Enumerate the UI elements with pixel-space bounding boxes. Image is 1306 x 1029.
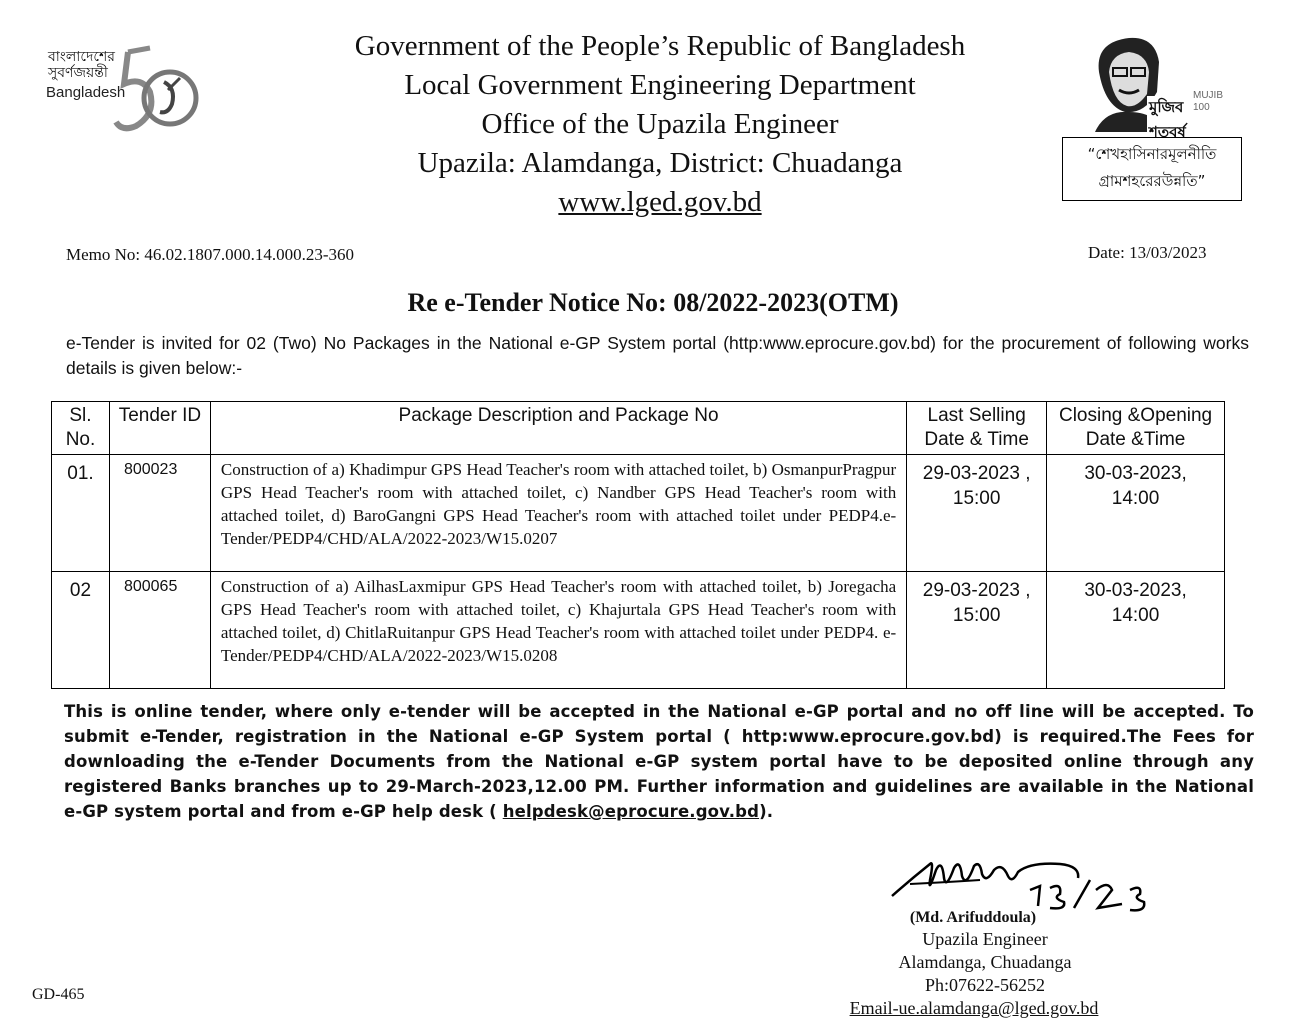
golden-jubilee-logo — [18, 38, 208, 138]
col-header-sl: Sl. No. — [52, 402, 110, 455]
slogan-line-2: গ্রামশহরেরউন্নতি” — [1098, 172, 1206, 190]
intro-paragraph: e-Tender is invited for 02 (Two) No Packages in the National e-GP System portal (http:www.eprocure.gov.bd) for the procurement of following works details is given below:- — [66, 333, 1249, 378]
logo-bangla-line-2: সুবর্ণজয়ন্তী — [48, 66, 108, 81]
header-department: Local Government Engineering Department — [404, 69, 916, 101]
row-tender-id: 800065 — [109, 572, 210, 689]
row-sl: 02 — [52, 572, 110, 689]
tender-table — [51, 401, 1225, 689]
footer-code: GD-465 — [32, 986, 85, 1003]
signatory-name: (Md. Arifuddoula) — [909, 909, 1037, 926]
mujib-bangla-text: মুজিব শতবর্ষ — [1147, 96, 1215, 146]
mujib-100-text: MUJIB 100 — [1193, 90, 1223, 113]
signatory-title: Upazila Engineer — [922, 929, 1048, 949]
slogan-line-1: “শেখহাসিনারমূলনীতি — [1087, 145, 1217, 163]
row-closing — [1047, 572, 1225, 689]
signatory-email-link[interactable]: Email-ue.alamdanga@lged.gov.bd — [849, 998, 1099, 1018]
col-header-last-selling: Last Selling Date & Time — [907, 402, 1047, 455]
last-selling-time: 15:00 — [952, 488, 1001, 509]
closing-time: 14:00 — [1111, 605, 1160, 626]
closing-text: This is online tender, where only e-tender will be accepted in the National e-GP portal and no off line will be accepted. To submit e-Tender, registration in the National e-GP System portal ( http:www.eprocure.gov.bd) is required.The Fees for downloading the e-Tender Documents from the National e-GP system portal have to be deposited online through any registered Banks branches up to 29-March-2023,12.00 PM. Further information and guidelines are available in the National e-GP system portal and from e-GP help desk ( — [64, 702, 1254, 821]
notice-date: Date: 13/03/2023 — [1088, 243, 1207, 262]
closing-time: 14:00 — [1111, 488, 1160, 509]
helpdesk-email-link[interactable]: helpdesk@eprocure.gov.bd — [502, 802, 760, 821]
header-website-link[interactable]: www.lged.gov.bd — [558, 186, 762, 218]
table-header-row — [52, 402, 1225, 455]
fifty-emblem-icon — [110, 42, 200, 137]
slogan-box — [1062, 137, 1242, 201]
row-last-selling — [907, 455, 1047, 572]
last-selling-date: 29-03-2023 , — [922, 580, 1031, 601]
row-tender-id: 800023 — [109, 455, 210, 572]
col-header-tender-id: Tender ID — [109, 402, 210, 455]
last-selling-date: 29-03-2023 , — [922, 463, 1031, 484]
row-sl: 01. — [52, 455, 110, 572]
row-description: Construction of a) AilhasLaxmipur GPS Head Teacher's room with attached toilet, b) Joregacha GPS Head Teacher's room with attached toilet, c) Khajurtala GPS Head Teacher's room with attached toilet, d) ChitlaRuitanpur GPS Head Teacher's room with attached toilet under PEDP4. e-Tender/PEDP4/CHD/ALA/2022-2023/W15.0208 — [210, 572, 906, 689]
last-selling-time: 15:00 — [952, 605, 1001, 626]
col-header-closing: Closing &Opening Date &Time — [1047, 402, 1225, 455]
header-office: Office of the Upazila Engineer — [481, 108, 839, 140]
logo-bangladesh-text: Bangladesh — [46, 84, 126, 101]
row-closing — [1047, 455, 1225, 572]
closing-paragraph — [64, 699, 1254, 824]
logo-bangla-line-1: বাংলাদেশের — [48, 50, 115, 65]
closing-end: ). — [759, 802, 774, 821]
table-row — [52, 455, 1225, 572]
col-header-description: Package Description and Package No — [210, 402, 906, 455]
signatory-location: Alamdanga, Chuadanga — [898, 952, 1072, 972]
table-row — [52, 572, 1225, 689]
mujib-100-logo — [1085, 32, 1223, 141]
row-description: Construction of a) Khadimpur GPS Head Teacher's room with attached toilet, b) OsmanpurPragpur GPS Head Teacher's room with attached toilet, c) Nandber GPS Head Teacher's room with attached toilet, d) BaroGangni GPS Head Teacher's room with attached toilet under PEDP4.e-Tender/PEDP4/CHD/ALA/2022-2023/W15.0207 — [210, 455, 906, 572]
row-last-selling — [907, 572, 1047, 689]
header-government: Government of the People’s Republic of Bangladesh — [354, 30, 966, 62]
header-upazila: Upazila: Alamdanga, District: Chuadanga — [417, 147, 903, 179]
closing-date: 30-03-2023, — [1084, 580, 1187, 601]
notice-title: Re e-Tender Notice No: 08/2022-2023(OTM) — [407, 288, 899, 317]
memo-number: Memo No: 46.02.1807.000.14.000.23-360 — [66, 245, 355, 264]
signatory-phone: Ph:07622-56252 — [924, 975, 1045, 995]
closing-date: 30-03-2023, — [1084, 463, 1187, 484]
